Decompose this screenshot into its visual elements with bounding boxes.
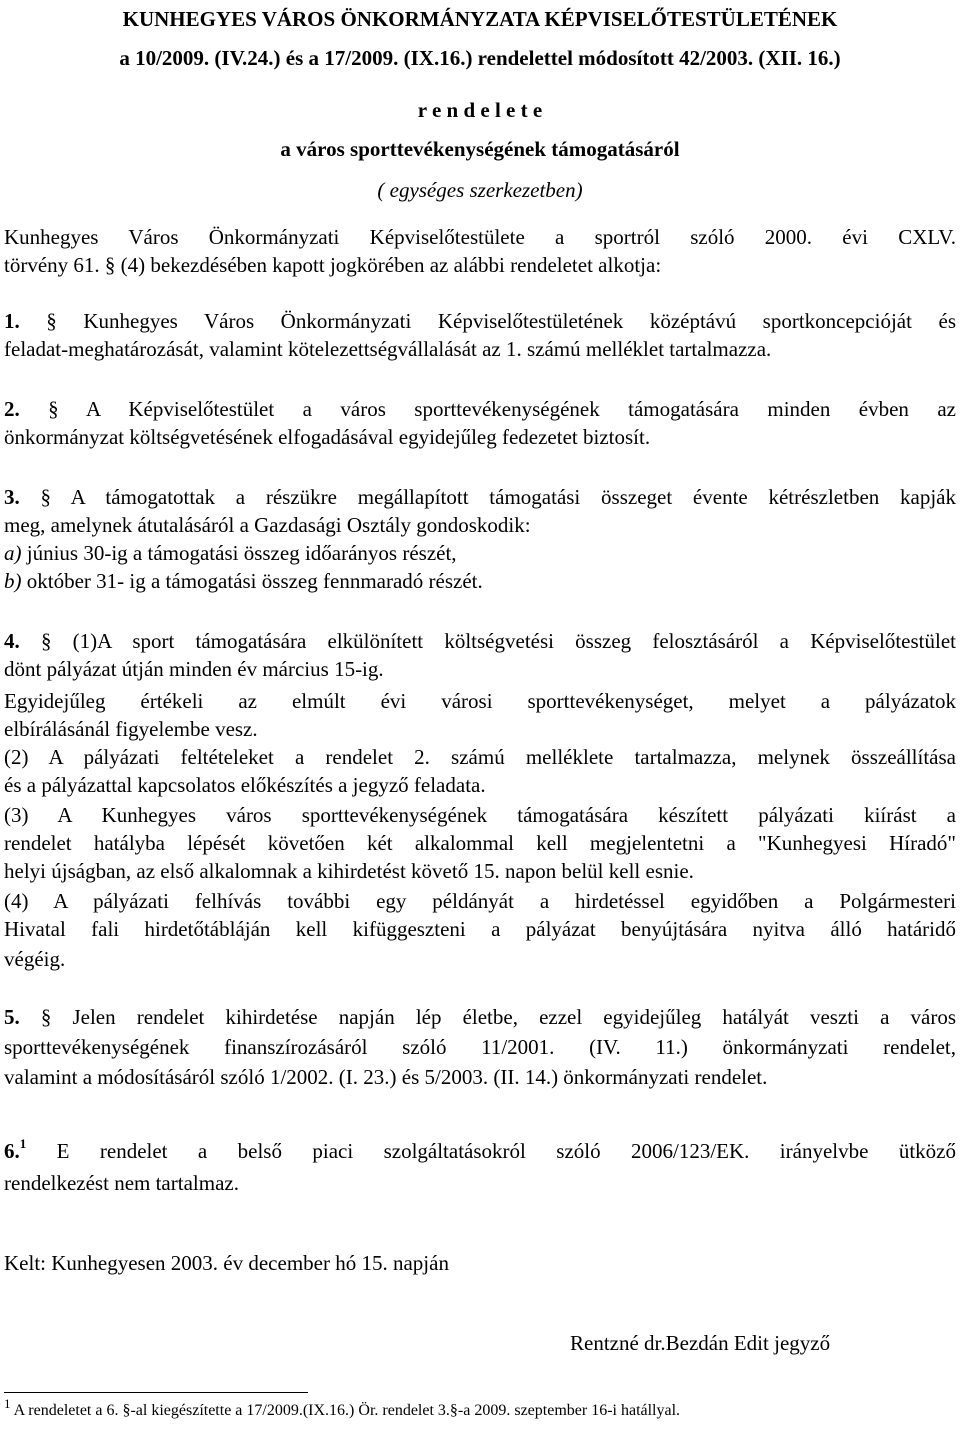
item-a-label: a) [4,541,22,565]
consolidated-note-text: ( egységes szerkezetben) [377,178,583,202]
section-1-line-1 [4,308,956,334]
section-5-line-3: valamint a módosításáról szóló 1/2002. (I. 23.) és 5/2003. (II. 14.) önkormányzati rendelet. [4,1065,768,1089]
section-4-line-12: végéig. [4,947,66,971]
section-6-line-1 [4,1138,956,1164]
section-4-line-11: Hivatal fali hirdetőtábláján kell kifüggeszteni a pályázat benyújtására nyitva álló határidő [4,917,956,941]
section-4-number: 4. [4,629,20,653]
footnote-marker: 1 [4,1396,11,1411]
consolidated-note [0,177,960,203]
section-2-line-1 [4,396,956,422]
decree-subject: a város sporttevékenységének támogatásáról [280,137,680,161]
section-4-line-7: (3) A Kunhegyes város sporttevékenységének támogatására készített pályázati kiírást a [4,803,956,827]
section-4-line-4: elbírálásánál figyelembe vesz. [4,717,258,741]
footnote [4,1398,680,1424]
section-6-line-2: rendelkezést nem tartalmaz. [4,1171,239,1195]
section-4-line-5: (2) A pályázati feltételeket a rendelet 2. számú melléklete tartalmazza, melynek összeállítása [4,745,956,769]
section-6-number: 6. [4,1139,20,1163]
footnote-text: A rendeletet a 6. §-al kiegészítette a 17/2009.(IX.16.) Ör. rendelet 3.§-a 2009. szeptember 16-i hatállyal. [10,1402,681,1419]
section-1-number: 1. [4,309,20,333]
section-3-line-1 [4,484,956,510]
preamble-line-2: törvény 61. § (4) bekezdésében kapott jogkörében az alábbi rendeletet alkotja: [4,253,662,277]
section-3-text: § A támogatottak a részükre megállapított támogatási összeget évente kétrészletben kapják [19,485,956,509]
council-title: KUNHEGYES VÁROS ÖNKORMÁNYZATA KÉPVISELŐTESTÜLETÉNEK [122,7,838,31]
section-4-line-1 [4,628,956,654]
dated-line: Kelt: Kunhegyesen 2003. év december hó 15. napján [4,1251,449,1275]
section-5-text: § Jelen rendelet kihirdetése napján lép életbe, ezzel egyidejűleg hatályát veszti a város [19,1005,956,1029]
decree-word: r e n d e l e t e [417,98,543,122]
footnote-separator [4,1392,308,1393]
section-2-number: 2. [4,397,20,421]
section-4-line-6: és a pályázattal kapcsolatos előkészítés a jegyző feladata. [4,773,486,797]
section-5-number: 5. [4,1005,20,1029]
section-6-footnote-ref: 1 [19,1136,27,1151]
section-4-line-3: Egyidejűleg értékeli az elmúlt évi városi sporttevékenységet, melyet a pályázatok [4,689,956,713]
section-1-text: § Kunhegyes Város Önkormányzati Képviselőtestületének középtávú sportkoncepcióját és [19,309,956,333]
section-6-text: E rendelet a belső piaci szolgáltatásokról szóló 2006/123/EK. irányelvbe ütköző [26,1139,956,1163]
section-4-line-2: dönt pályázat útján minden év március 15-ig. [4,657,384,681]
section-3-item-a [4,540,956,566]
section-5-line-2: sporttevékenységének finanszírozásáról szóló 11/2001. (IV. 11.) önkormányzati rendelet, [4,1035,956,1059]
preamble-line-1: Kunhegyes Város Önkormányzati Képviselőtestülete a sportról szóló 2000. évi CXLV. [4,225,956,249]
amendment-line: a 10/2009. (IV.24.) és a 17/2009. (IX.16.) rendelettel módosított 42/2003. (XII. 16.) [119,46,841,70]
section-5-line-1 [4,1004,956,1030]
section-4-line-9: helyi újságban, az első alkalomnak a kihirdetést követő 15. napon belül kell esnie. [4,859,694,883]
section-1-line-2: feladat-meghatározását, valamint kötelezettségvállalását az 1. számú melléklet tartalmazza. [4,337,772,361]
section-4-text: § (1)A sport támogatására elkülönített költségvetési összeg felosztásáról a Képviselőtestület [19,629,956,653]
signature: Rentzné dr.Bezdán Edit jegyző [570,1331,831,1355]
item-a-text: június 30-ig a támogatási összeg időarányos részét, [21,541,457,565]
item-b-text: október 31- ig a támogatási összeg fennmaradó részét. [21,569,483,593]
section-2-line-2: önkormányzat költségvetésének elfogadásával egyidejűleg fedezetet biztosít. [4,425,651,449]
section-3-number: 3. [4,485,20,509]
section-4-line-10: (4) A pályázati felhívás további egy példányát a hirdetéssel egyidőben a Polgármesteri [4,889,956,913]
section-3-line-2: meg, amelynek átutalásáról a Gazdasági Osztály gondoskodik: [4,513,531,537]
section-2-text: § A Képviselőtestület a város sporttevékenységének támogatására minden évben az [19,397,956,421]
section-3-item-b [4,568,956,594]
item-b-label: b) [4,569,22,593]
section-4-line-8: rendelet hatályba lépését követően két alkalommal kell megjelentetni a "Kunhegyesi Híradó" [4,831,956,855]
